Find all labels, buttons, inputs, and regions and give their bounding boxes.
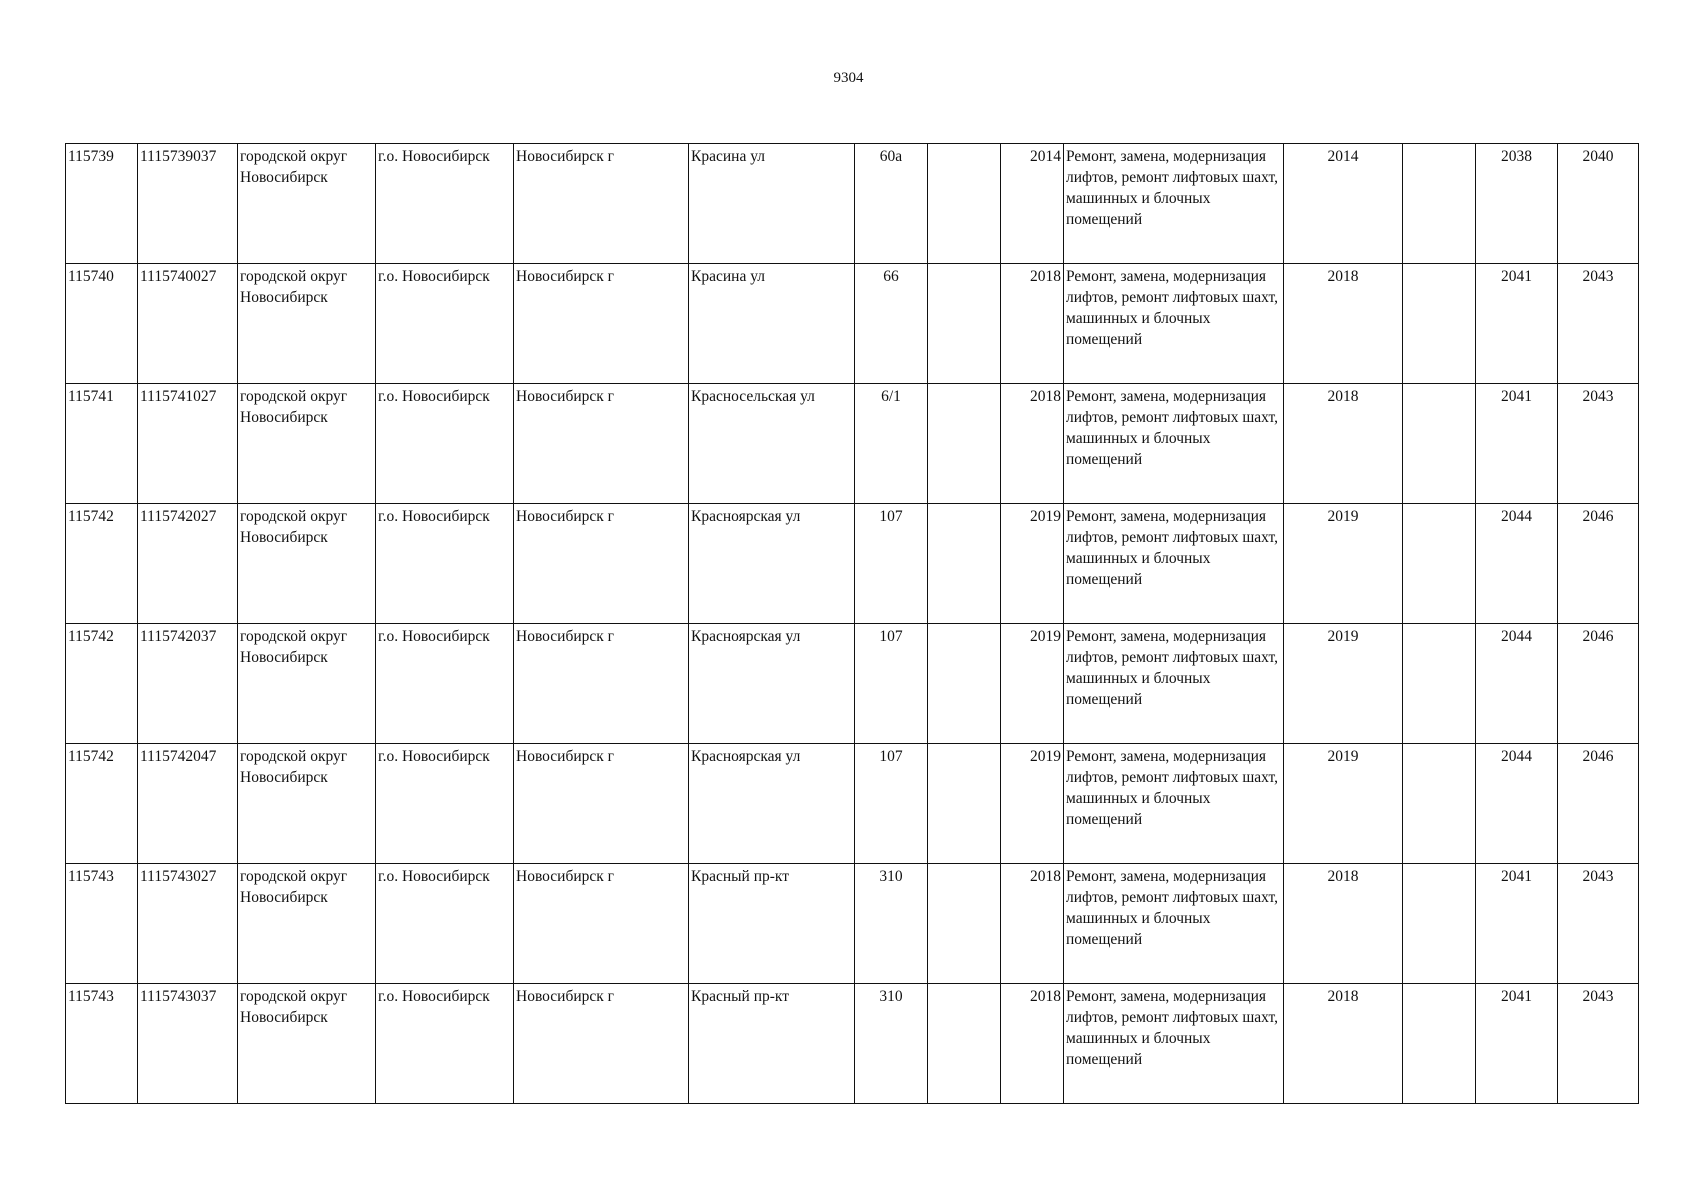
cell-empty-column xyxy=(928,624,1001,744)
cell-work-type: Ремонт, замена, модернизация лифтов, ремонт лифтовых шахт, машинных и блочных помещений xyxy=(1064,744,1284,864)
cell-city: Новосибирск г xyxy=(514,384,689,504)
cell-planned-end-year: 2046 xyxy=(1558,744,1639,864)
cell-last-repair-year: 2018 xyxy=(1284,384,1403,504)
cell-planned-start-year: 2041 xyxy=(1476,384,1558,504)
cell-district: г.о. Новосибирск xyxy=(376,624,514,744)
cell-planned-end-year: 2043 xyxy=(1558,984,1639,1104)
cell-house-number: 107 xyxy=(855,504,928,624)
records-body xyxy=(66,144,1639,1104)
cell-empty-column xyxy=(1403,984,1476,1104)
cell-city: Новосибирск г xyxy=(514,984,689,1104)
cell-record-id: 115743 xyxy=(66,864,138,984)
cell-planned-start-year: 2044 xyxy=(1476,624,1558,744)
cell-street: Красина ул xyxy=(689,144,855,264)
page-number: 9304 xyxy=(833,70,864,86)
cell-work-type: Ремонт, замена, модернизация лифтов, ремонт лифтовых шахт, машинных и блочных помещений xyxy=(1064,264,1284,384)
cell-district: г.о. Новосибирск xyxy=(376,864,514,984)
cell-empty-column xyxy=(1403,144,1476,264)
cell-municipality: городской округ Новосибирск xyxy=(238,264,376,384)
cell-empty-column xyxy=(1403,864,1476,984)
cell-year-built: 2018 xyxy=(1001,264,1064,384)
cell-planned-start-year: 2044 xyxy=(1476,744,1558,864)
cell-city: Новосибирск г xyxy=(514,504,689,624)
table-row xyxy=(66,504,1639,624)
cell-planned-end-year: 2043 xyxy=(1558,384,1639,504)
cell-district: г.о. Новосибирск xyxy=(376,264,514,384)
cell-planned-end-year: 2040 xyxy=(1558,144,1639,264)
cell-empty-column xyxy=(928,864,1001,984)
cell-year-built: 2014 xyxy=(1001,144,1064,264)
cell-planned-start-year: 2041 xyxy=(1476,264,1558,384)
cell-house-code: 1115742037 xyxy=(138,624,238,744)
cell-house-number: 6/1 xyxy=(855,384,928,504)
cell-street: Красный пр-кт xyxy=(689,864,855,984)
cell-work-type: Ремонт, замена, модернизация лифтов, ремонт лифтовых шахт, машинных и блочных помещений xyxy=(1064,864,1284,984)
table-row xyxy=(66,864,1639,984)
cell-year-built: 2018 xyxy=(1001,984,1064,1104)
cell-planned-end-year: 2043 xyxy=(1558,264,1639,384)
cell-record-id: 115741 xyxy=(66,384,138,504)
cell-record-id: 115742 xyxy=(66,504,138,624)
cell-house-number: 60а xyxy=(855,144,928,264)
cell-empty-column xyxy=(1403,744,1476,864)
cell-municipality: городской округ Новосибирск xyxy=(238,984,376,1104)
cell-record-id: 115739 xyxy=(66,144,138,264)
cell-municipality: городской округ Новосибирск xyxy=(238,624,376,744)
cell-empty-column xyxy=(1403,624,1476,744)
records-table xyxy=(65,143,1639,1104)
table-row xyxy=(66,744,1639,864)
cell-work-type: Ремонт, замена, модернизация лифтов, ремонт лифтовых шахт, машинных и блочных помещений xyxy=(1064,384,1284,504)
cell-last-repair-year: 2019 xyxy=(1284,744,1403,864)
cell-last-repair-year: 2018 xyxy=(1284,984,1403,1104)
cell-empty-column xyxy=(1403,504,1476,624)
cell-house-code: 1115742027 xyxy=(138,504,238,624)
table-row xyxy=(66,624,1639,744)
cell-house-number: 66 xyxy=(855,264,928,384)
cell-record-id: 115742 xyxy=(66,744,138,864)
table-row xyxy=(66,144,1639,264)
cell-district: г.о. Новосибирск xyxy=(376,384,514,504)
cell-house-number: 107 xyxy=(855,624,928,744)
cell-empty-column xyxy=(1403,264,1476,384)
cell-house-number: 310 xyxy=(855,984,928,1104)
cell-street: Красноярская ул xyxy=(689,744,855,864)
cell-last-repair-year: 2018 xyxy=(1284,864,1403,984)
cell-municipality: городской округ Новосибирск xyxy=(238,744,376,864)
cell-year-built: 2018 xyxy=(1001,864,1064,984)
cell-planned-end-year: 2046 xyxy=(1558,624,1639,744)
cell-house-code: 1115743037 xyxy=(138,984,238,1104)
cell-empty-column xyxy=(928,144,1001,264)
cell-year-built: 2019 xyxy=(1001,504,1064,624)
cell-street: Красноярская ул xyxy=(689,504,855,624)
cell-empty-column xyxy=(928,504,1001,624)
cell-last-repair-year: 2019 xyxy=(1284,504,1403,624)
cell-house-number: 107 xyxy=(855,744,928,864)
cell-house-code: 1115742047 xyxy=(138,744,238,864)
cell-city: Новосибирск г xyxy=(514,264,689,384)
cell-empty-column xyxy=(928,384,1001,504)
cell-city: Новосибирск г xyxy=(514,144,689,264)
table-row xyxy=(66,384,1639,504)
cell-planned-start-year: 2041 xyxy=(1476,984,1558,1104)
cell-record-id: 115740 xyxy=(66,264,138,384)
cell-last-repair-year: 2014 xyxy=(1284,144,1403,264)
cell-empty-column xyxy=(928,984,1001,1104)
cell-municipality: городской округ Новосибирск xyxy=(238,504,376,624)
cell-planned-start-year: 2044 xyxy=(1476,504,1558,624)
cell-planned-end-year: 2043 xyxy=(1558,864,1639,984)
cell-district: г.о. Новосибирск xyxy=(376,504,514,624)
cell-city: Новосибирск г xyxy=(514,744,689,864)
cell-planned-end-year: 2046 xyxy=(1558,504,1639,624)
cell-empty-column xyxy=(1403,384,1476,504)
cell-street: Красина ул xyxy=(689,264,855,384)
cell-work-type: Ремонт, замена, модернизация лифтов, ремонт лифтовых шахт, машинных и блочных помещений xyxy=(1064,504,1284,624)
cell-district: г.о. Новосибирск xyxy=(376,984,514,1104)
cell-municipality: городской округ Новосибирск xyxy=(238,144,376,264)
cell-year-built: 2018 xyxy=(1001,384,1064,504)
cell-district: г.о. Новосибирск xyxy=(376,744,514,864)
cell-street: Красноярская ул xyxy=(689,624,855,744)
cell-record-id: 115742 xyxy=(66,624,138,744)
cell-street: Красный пр-кт xyxy=(689,984,855,1104)
cell-work-type: Ремонт, замена, модернизация лифтов, ремонт лифтовых шахт, машинных и блочных помещений xyxy=(1064,624,1284,744)
cell-district: г.о. Новосибирск xyxy=(376,144,514,264)
cell-work-type: Ремонт, замена, модернизация лифтов, ремонт лифтовых шахт, машинных и блочных помещений xyxy=(1064,984,1284,1104)
cell-planned-start-year: 2038 xyxy=(1476,144,1558,264)
table-row xyxy=(66,264,1639,384)
cell-house-number: 310 xyxy=(855,864,928,984)
cell-record-id: 115743 xyxy=(66,984,138,1104)
cell-municipality: городской округ Новосибирск xyxy=(238,864,376,984)
cell-house-code: 1115743027 xyxy=(138,864,238,984)
cell-house-code: 1115739037 xyxy=(138,144,238,264)
cell-empty-column xyxy=(928,744,1001,864)
cell-house-code: 1115740027 xyxy=(138,264,238,384)
cell-city: Новосибирск г xyxy=(514,624,689,744)
cell-last-repair-year: 2018 xyxy=(1284,264,1403,384)
cell-street: Красносельская ул xyxy=(689,384,855,504)
cell-year-built: 2019 xyxy=(1001,744,1064,864)
cell-planned-start-year: 2041 xyxy=(1476,864,1558,984)
cell-empty-column xyxy=(928,264,1001,384)
table-row xyxy=(66,984,1639,1104)
cell-year-built: 2019 xyxy=(1001,624,1064,744)
cell-work-type: Ремонт, замена, модернизация лифтов, ремонт лифтовых шахт, машинных и блочных помещений xyxy=(1064,144,1284,264)
cell-last-repair-year: 2019 xyxy=(1284,624,1403,744)
cell-house-code: 1115741027 xyxy=(138,384,238,504)
cell-municipality: городской округ Новосибирск xyxy=(238,384,376,504)
cell-city: Новосибирск г xyxy=(514,864,689,984)
